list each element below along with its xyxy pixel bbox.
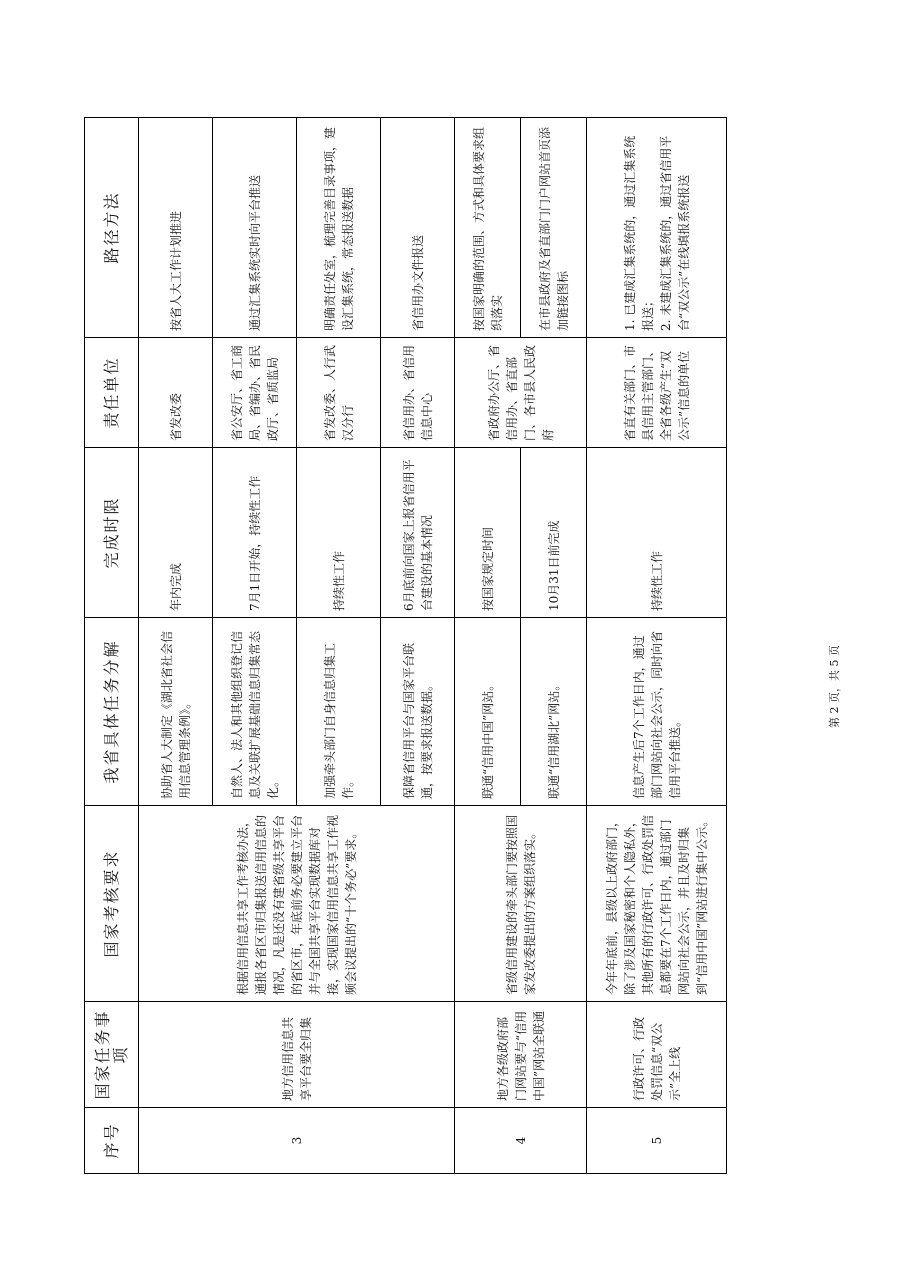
table-row <box>587 118 727 1174</box>
page-footer: 第 2 页，共 5 页 <box>828 645 841 728</box>
row4-req: 省级信用建设的牵头部门要按照国家发改委提出的方案组织落实。 <box>455 806 587 1002</box>
row3-method-4: 省信用办文件报送 <box>381 118 455 338</box>
row4-deadline-2: 10月31日前完成 <box>521 448 587 618</box>
header-task: 我省具体任务分解 <box>85 618 139 806</box>
row3-unit-4: 省信用办、省信用信息中心 <box>381 338 455 448</box>
row4-task-1: 联通“信用中国”网站。 <box>455 618 521 806</box>
table-row <box>139 118 213 1174</box>
row5-deadline: 持续性工作 <box>587 448 727 618</box>
row3-deadline-3: 持续性工作 <box>297 448 381 618</box>
header-unit: 责任单位 <box>85 338 139 448</box>
row3-deadline-2: 7月1日开始，持续性工作 <box>213 448 297 618</box>
row3-unit-1: 省发改委 <box>139 338 213 448</box>
row3-unit-3: 省发改委、人行武汉分行 <box>297 338 381 448</box>
task-table <box>84 117 727 1174</box>
row3-task-1: 协助省人大制定《湖北省社会信用信息管理条例》。 <box>139 618 213 806</box>
header-seq: 序号 <box>85 1108 139 1174</box>
row5-req: 今年年底前，县级以上政府部门，除了涉及国家秘密和个人隐私外，其他所有的行政许可、行政处罚信息都要在7个工作日内，通过部门网站向社会公示，并且及时归集到“信用中国”网站进行集中公示。 <box>587 806 727 1002</box>
row3-task-4: 保障省信用平台与国家平台联通，按要求报送数据。 <box>381 618 455 806</box>
table-header-row <box>85 118 139 1174</box>
row5-method: 1. 已建成汇集系统的，通过汇集系统报送； 2. 未建成汇集系统的，通过省信用平台“双公示”在线填报系统报送 <box>587 118 727 338</box>
row3-req: 根据信用信息共享工作考核办法，通报各省区市归集报送信用信息的情况，凡是还没有建省级共享平台的省区市，年底前务必要建立平台并与全国共享平台实现数据库对接，实现国家信用信息共享工作视频会议提出的“十个务必”要求。 <box>139 806 455 1002</box>
row3-item: 地方信用信息共享平台要全归集 <box>139 1002 455 1108</box>
row4-unit: 省政府办公厅、省信用办、省直部门、各市县人民政府 <box>455 338 587 448</box>
row4-item: 地方各级政府部门网站要与“信用中国”网站全联通 <box>455 1002 587 1108</box>
row3-task-3: 加强牵头部门自身信息归集工作。 <box>297 618 381 806</box>
row4-task-2: 联通“信用湖北”网站。 <box>521 618 587 806</box>
row4-seq: 4 <box>455 1108 587 1174</box>
table-row <box>455 118 521 1174</box>
row3-method-1: 按省人大工作计划推进 <box>139 118 213 338</box>
row3-deadline-1: 年内完成 <box>139 448 213 618</box>
row5-seq: 5 <box>587 1108 727 1174</box>
row3-deadline-4: 6月底前向国家上报省信用平台建设的基本情况 <box>381 448 455 618</box>
row3-method-3: 明确责任处室，梳理完善目录事项，建设汇集系统，常态报送数据 <box>297 118 381 338</box>
row5-unit: 省直有关部门、市县信用主管部门、全省各级产生“双公示”信息的单位 <box>587 338 727 448</box>
header-method: 路径方法 <box>85 118 139 338</box>
row3-unit-2: 省公安厅、省工商局、省编办、省民政厅、省质监局 <box>213 338 297 448</box>
row4-method-1: 按国家明确的范围、方式和具体要求组织落实 <box>455 118 521 338</box>
row3-seq: 3 <box>139 1108 455 1174</box>
row5-item: 行政许可、行政处罚信息“双公示”全上线 <box>587 1002 727 1108</box>
row3-task-2: 自然人、法人和其他组织登记信息及关联扩展基础信息归集常态化。 <box>213 618 297 806</box>
header-item: 国家任务事项 <box>85 1002 139 1108</box>
row3-method-2: 通过汇集系统实时向平台推送 <box>213 118 297 338</box>
row5-task: 信息产生后7个工作日内，通过部门网站向社会公示，同时向省信用平台推送。 <box>587 618 727 806</box>
row4-method-2: 在市县政府及省直部门门户网站首页添加链接图标 <box>521 118 587 338</box>
header-deadline: 完成时限 <box>85 448 139 618</box>
rotated-page <box>84 118 726 1174</box>
row4-deadline-1: 按国家规定时间 <box>455 448 521 618</box>
header-req: 国家考核要求 <box>85 806 139 1002</box>
